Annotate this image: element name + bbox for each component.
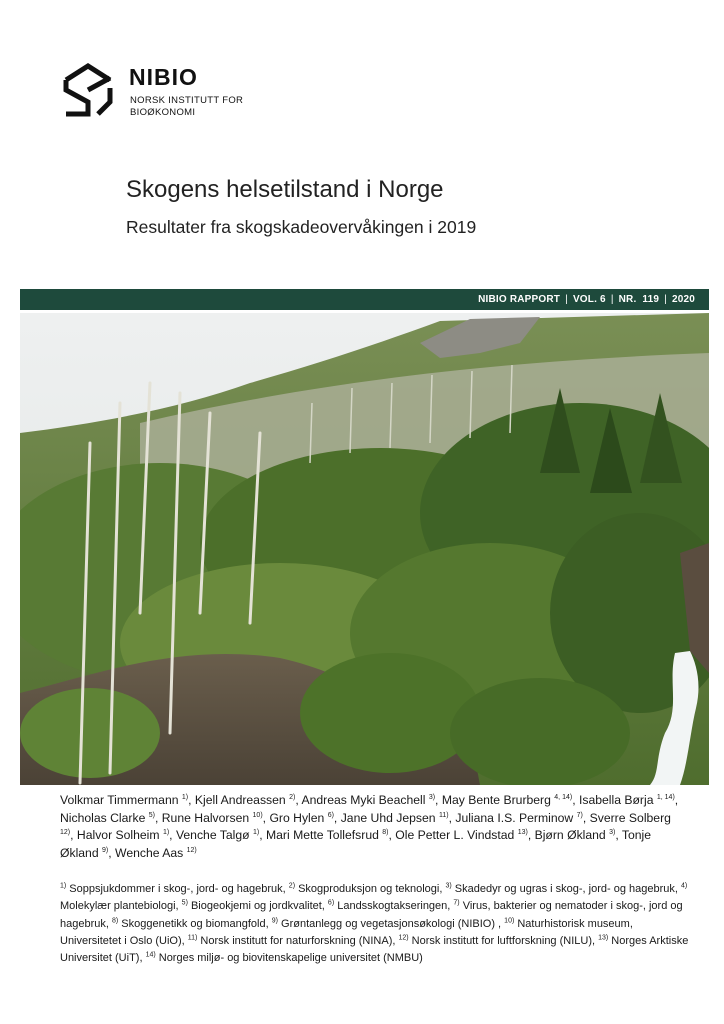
- author-separator: ,: [169, 828, 176, 842]
- affiliation-number: 10): [504, 916, 515, 924]
- author-affiliation-ref: 5): [148, 811, 155, 819]
- author-separator: ,: [295, 793, 302, 807]
- author-separator: ,: [70, 828, 77, 842]
- affiliation-text: Norges Arktiske Universitet (UiT),: [60, 934, 689, 965]
- affiliation-number: 7): [453, 899, 460, 907]
- affiliation-number: 8): [111, 916, 119, 924]
- author-entry: [266, 828, 395, 842]
- report-info-bar: [20, 289, 709, 310]
- author-entry: [341, 811, 456, 825]
- affiliation-text: Virus, bakterier og nematoder i skog-, jord og hagebruk,: [60, 900, 683, 930]
- author-name: Jane Uhd Jepsen: [340, 810, 439, 825]
- affiliation-entry: [445, 883, 681, 895]
- author-name: May Bente Brurberg: [441, 793, 555, 807]
- author-separator: ,: [188, 793, 195, 807]
- author-name: Volkmar Timmermann: [60, 793, 182, 807]
- author-name: Juliana I.S. Perminow: [455, 810, 577, 825]
- author-separator: ,: [333, 810, 341, 825]
- affiliation-number: 1): [60, 882, 67, 890]
- report-year: 2020: [671, 294, 695, 305]
- author-separator: ,: [527, 828, 535, 842]
- affiliation-number: 3): [445, 882, 452, 890]
- forest-cover-photo: [20, 313, 709, 785]
- author-affiliation-ref: 12): [60, 828, 71, 836]
- author-affiliation-ref: 1): [181, 793, 189, 801]
- author-affiliation-ref: 9): [102, 846, 109, 854]
- nibio-logo-icon: [62, 62, 114, 118]
- affiliation-text: Norges miljø- og biovitenskapelige universitet (NMBU): [155, 952, 423, 965]
- author-entry: [455, 811, 589, 825]
- author-name: Kjell Andreassen: [194, 793, 290, 807]
- author-name: Mari Mette Tollefsrud: [265, 828, 383, 842]
- affiliation-entry: [328, 900, 453, 912]
- affiliation-list: [60, 881, 690, 967]
- author-affiliation-ref: 6): [327, 811, 334, 819]
- author-entry: [115, 846, 197, 860]
- affiliation-number: 12): [398, 934, 409, 942]
- author-entry: [442, 793, 579, 807]
- affiliation-text: Grøntanlegg og vegetasjonsøkologi (NIBIO) ,: [277, 917, 505, 930]
- affiliation-number: 14): [145, 951, 156, 959]
- author-affiliation-ref: 3): [428, 793, 436, 801]
- author-affiliation-ref: 1): [252, 828, 260, 836]
- author-separator: ,: [108, 845, 116, 860]
- author-name: Ole Petter L. Vindstad: [395, 828, 518, 842]
- affiliation-text: Skogproduksjon og teknologi,: [295, 883, 446, 895]
- author-entry: [60, 811, 162, 825]
- author-affiliation-ref: 13): [517, 828, 528, 836]
- report-subtitle: Resultater fra skogskadeovervåkingen i 2019: [126, 217, 477, 237]
- author-name: Halvor Solheim: [76, 828, 163, 842]
- affiliation-text: Skadedyr og ugras i skog-, jord- og hagebruk,: [451, 883, 681, 895]
- author-affiliation-ref: 3): [609, 828, 616, 836]
- author-entry: [195, 793, 302, 807]
- author-name: Andreas Myki Beachell: [301, 793, 429, 807]
- author-affiliation-ref: 8): [382, 828, 389, 836]
- author-affiliation-ref: 1, 14): [656, 793, 675, 801]
- author-entry: [301, 793, 441, 807]
- author-separator: ,: [674, 793, 679, 807]
- affiliation-entry: [112, 918, 272, 930]
- author-entry: [176, 828, 266, 842]
- affiliation-text: Soppsjukdommer i skog-, jord- og hagebruk,: [66, 883, 289, 895]
- affiliation-entry: [398, 935, 598, 947]
- affiliation-entry: [60, 883, 289, 895]
- author-separator: ,: [448, 810, 456, 825]
- author-name: Isabella Børja: [578, 793, 657, 807]
- author-affiliation-ref: 2): [289, 793, 296, 801]
- affiliation-entry: [146, 952, 423, 964]
- affiliation-text: Naturhistorisk museum, Universitetet i Oslo (UiO),: [60, 917, 633, 947]
- author-separator: ,: [259, 828, 266, 842]
- bar-separator: |: [664, 294, 667, 305]
- report-title: Skogens helsetilstand i Norge: [126, 176, 444, 203]
- affiliation-number: 2): [288, 882, 296, 890]
- affiliation-number: 4): [681, 882, 688, 890]
- author-separator: ,: [615, 828, 622, 842]
- author-entry: [535, 828, 622, 842]
- author-separator: ,: [154, 810, 162, 825]
- bar-separator: |: [610, 294, 614, 305]
- author-affiliation-ref: 4, 14): [554, 793, 573, 801]
- author-entry: [269, 811, 340, 825]
- author-separator: ,: [582, 810, 590, 825]
- affiliation-text: Norsk institutt for luftforskning (NILU),: [408, 934, 599, 947]
- author-name: Wenche Aas: [115, 845, 187, 860]
- author-separator: ,: [388, 828, 396, 842]
- author-affiliation-ref: 11): [438, 811, 449, 819]
- author-list: [60, 792, 680, 862]
- affiliation-number: 13): [598, 934, 609, 942]
- affiliation-number: 9): [271, 916, 278, 924]
- brand-subtitle-line2: BIOØKONOMI: [130, 107, 196, 118]
- author-name: Bjørn Økland: [534, 828, 610, 842]
- affiliation-entry: [272, 918, 504, 930]
- author-separator: ,: [262, 810, 270, 825]
- affiliation-entry: [289, 883, 446, 895]
- report-volume: VOL. 6: [572, 294, 606, 305]
- affiliation-text: Biogeokjemi og jordkvalitet,: [187, 900, 328, 913]
- author-entry: [579, 793, 678, 807]
- report-number: NR. 119: [618, 294, 660, 305]
- author-entry: [395, 828, 534, 842]
- affiliation-text: Molekylær plantebiologi,: [60, 900, 182, 913]
- brand-name: NIBIO: [129, 64, 198, 90]
- affiliation-number: 5): [181, 899, 188, 907]
- author-affiliation-ref: 7): [576, 811, 583, 819]
- author-affiliation-ref: 1): [162, 828, 170, 836]
- author-entry: [60, 793, 195, 807]
- author-affiliation-ref: 12): [186, 846, 197, 854]
- affiliation-entry: [182, 900, 328, 912]
- author-separator: ,: [572, 793, 579, 807]
- author-name: Rune Halvorsen: [161, 810, 253, 825]
- author-name: Gro Hylen: [269, 810, 328, 825]
- bar-separator: |: [565, 294, 568, 305]
- author-name: Sverre Solberg: [589, 810, 671, 825]
- author-name: Tonje Økland: [60, 828, 652, 860]
- affiliation-text: Landsskogtakseringen,: [334, 900, 454, 913]
- author-affiliation-ref: 10): [252, 811, 263, 819]
- report-series: NIBIO RAPPORT: [478, 294, 561, 305]
- brand-subtitle-line1: NORSK INSTITUTT FOR: [130, 95, 244, 106]
- author-entry: [162, 811, 270, 825]
- affiliation-entry: [188, 935, 399, 947]
- affiliation-number: 6): [327, 899, 335, 907]
- affiliation-text: Skoggenetikk og biomangfold,: [118, 917, 272, 930]
- brand-subtitle: [130, 95, 243, 119]
- author-entry: [77, 828, 176, 842]
- author-name: Venche Talgø: [175, 828, 253, 842]
- affiliation-number: 11): [187, 934, 198, 942]
- author-name: Nicholas Clarke: [60, 810, 149, 825]
- author-separator: ,: [435, 793, 442, 807]
- affiliation-text: Norsk institutt for naturforskning (NINA),: [197, 934, 399, 947]
